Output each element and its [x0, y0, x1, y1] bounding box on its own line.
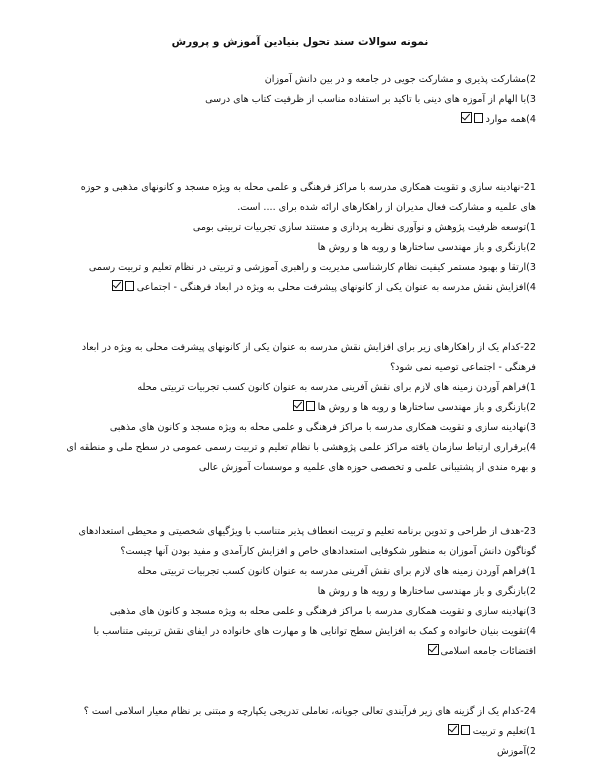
- question-21: [64, 178, 536, 298]
- question-22: [64, 338, 536, 478]
- option: [64, 418, 536, 438]
- option-correct: [64, 278, 536, 298]
- option: [64, 70, 536, 90]
- option: [64, 438, 536, 478]
- question-text: 21-نهادینه سازی و تقویت همکاری مدرسه با مراکز فرهنگی و علمی محله به ویژه مسجد و کانونهای مذهبی و حوزه های علمیه و مشارکت فعال مدیران از راهکارهای ارائه شده برای .... است.: [80, 182, 536, 213]
- option-text: 2)مشارکت پذیری و مشارکت جویی در جامعه و در بین دانش آموزان: [264, 74, 536, 85]
- option-text: 3)ارتقا و بهبود مستمر کیفیت نظام کارشناسی مدیریت و راهبری آموزشی و تربیتی در نظام تعلیم و تربیت رسمی: [88, 262, 536, 273]
- option-text: 4)افزایش نقش مدرسه به عنوان یکی از کانونهای پیشرفت محلی به ویژه در ابعاد فرهنگی - اجتماعی: [136, 282, 536, 293]
- option: [64, 562, 536, 582]
- question-24: [64, 702, 536, 762]
- question-text: 24-کدام یک از گزینه های زیر فرآیندی تعالی جویانه، تعاملی تدریجی یکپارچه و مبتنی بر نظام معیار اسلامی است ؟: [83, 706, 536, 717]
- empty-box-icon: [306, 401, 315, 411]
- question-text: 22-کدام یک از راهکارهای زیر برای افزایش نقش مدرسه به عنوان یکی از کانونهای پیشرفت محلی به ویژه در ابعاد فرهنگی - اجتماعی توصیه نمی شود؟: [81, 342, 536, 373]
- option: [64, 218, 536, 238]
- option-text: 4)تقویت بنیان خانواده و کمک به افزایش سطح توانایی ها و مهارت های خانواده در ایفای نقش تربیتی متناسب با اقتضائات جامعه اسلامی: [93, 626, 536, 657]
- option-text: 2)آموزش: [497, 746, 536, 757]
- option: [64, 238, 536, 258]
- option-text: 1)فراهم آوردن زمینه های لازم برای نقش آفرینی مدرسه به عنوان کانون کسب تجربیات تربیتی محله: [137, 566, 536, 577]
- option-text: 1)توسعه ظرفیت پژوهش و نوآوری نظریه پردازی و مستند سازی تجربیات تربیتی بومی: [192, 222, 536, 233]
- option-text: 3)با الهام از آموزه های دینی با تاکید بر استفاده مناسب از ظرفیت کتاب های درسی: [205, 94, 536, 105]
- option-correct: [64, 622, 536, 662]
- option-text: 4)همه موارد: [485, 114, 536, 125]
- option-text: 2)بازنگری و باز مهندسی ساختارها و رویه ها و روش ها: [317, 586, 536, 597]
- option: [64, 742, 536, 762]
- checkbox-checked-icon: [461, 112, 472, 123]
- option-text: 1)تعلیم و تربیت: [472, 726, 536, 737]
- option-text: 3)نهادینه سازی و تقویت همکاری مدرسه با مراکز فرهنگی و علمی محله به ویژه مسجد و کانون های مذهبی: [109, 606, 536, 617]
- empty-box-icon: [474, 113, 483, 123]
- option-text: 3)نهادینه سازی و تقویت همکاری مدرسه با مراکز فرهنگی و علمی محله به ویژه مسجد و کانون های مذهبی: [109, 422, 536, 433]
- option-text: 2)بازنگری و باز مهندسی ساختارها و رویه ها و روش ها: [317, 242, 536, 253]
- option: [64, 582, 536, 602]
- option-correct: [64, 398, 536, 418]
- option-correct: [64, 110, 536, 130]
- option-text: 4)برقراری ارتباط سازمان یافته مراکز علمی پژوهشی با نظام تعلیم و تربیت رسمی عمومی در سطح ملی و منطقه ای و بهره مندی از پشتیبانی علمی و تخصصی حوزه های علمیه و موسسات آموزش عالی: [66, 442, 536, 473]
- option-correct: [64, 722, 536, 742]
- option: [64, 90, 536, 110]
- option-text: 1)فراهم آوردن زمینه های لازم برای نقش آفرینی مدرسه به عنوان کانون کسب تجربیات تربیتی محله: [137, 382, 536, 393]
- empty-box-icon: [461, 725, 470, 735]
- empty-box-icon: [125, 281, 134, 291]
- option-text: 2)بازنگری و باز مهندسی ساختارها و رویه ها و روش ها: [317, 402, 536, 413]
- checkbox-checked-icon: [112, 280, 123, 291]
- checkbox-checked-icon: [448, 724, 459, 735]
- option: [64, 258, 536, 278]
- page-title: نمونه سوالات سند تحول بنیادین آموزش و پرورش: [171, 36, 429, 48]
- intro-options: [64, 70, 536, 130]
- checkbox-checked-icon: [293, 400, 304, 411]
- question-text: 23-هدف از طراحی و تدوین برنامه تعلیم و تربیت انعطاف پذیر متناسب با ویژگیهای شخصیتی و محیطی استعدادهای گوناگون دانش آموزان به منظور شکوفایی استعدادهای خاص و افزایش کارآمدی و مفید بودن آنها چیست؟: [78, 526, 536, 557]
- question-23: [64, 522, 536, 662]
- option: [64, 378, 536, 398]
- option: [64, 602, 536, 622]
- checkbox-checked-icon: [428, 644, 439, 655]
